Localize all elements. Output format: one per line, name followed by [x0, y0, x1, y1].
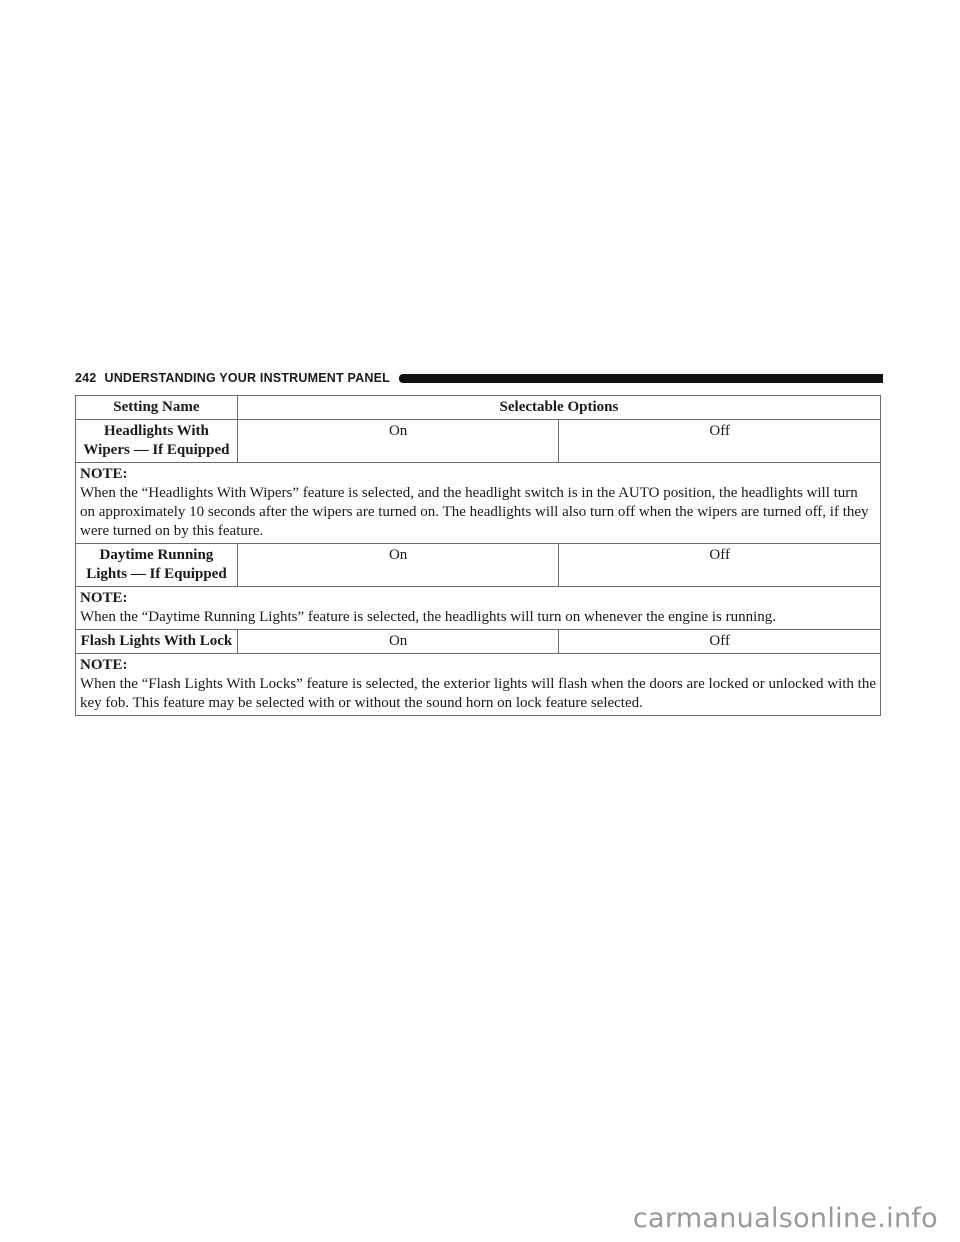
table-row [76, 544, 881, 587]
settings-table [75, 395, 881, 716]
section-title: UNDERSTANDING YOUR INSTRUMENT PANEL [104, 371, 390, 385]
column-header-selectable-options: Selectable Options [237, 396, 880, 420]
table-row [76, 420, 881, 463]
note-cell [76, 463, 881, 544]
note-label: NOTE: [80, 466, 128, 482]
note-row [76, 654, 881, 716]
page-header [75, 370, 883, 386]
option-off: Off [559, 544, 881, 587]
page-number: 242 [75, 371, 97, 385]
note-label: NOTE: [80, 657, 128, 673]
note-label: NOTE: [80, 590, 128, 606]
setting-name: Daytime Running Lights — If Equipped [76, 544, 238, 587]
table-row [76, 630, 881, 654]
option-on: On [237, 630, 559, 654]
setting-name: Headlights With Wipers — If Equipped [76, 420, 238, 463]
header-rule [399, 374, 883, 383]
note-text: When the “Daytime Running Lights” feature is selected, the headlights will turn on whenever the engine is running. [80, 609, 777, 625]
setting-name: Flash Lights With Lock [76, 630, 238, 654]
note-cell [76, 587, 881, 630]
option-on: On [237, 420, 559, 463]
table-header-row [76, 396, 881, 420]
note-text: When the “Headlights With Wipers” feature is selected, and the headlight switch is in the AUTO position, the headlights will turn on approximately 10 seconds after the wipers are turned on. The headlights will also turn off when the wipers are turned off, if they were turned on by this feature. [80, 485, 869, 539]
note-row [76, 587, 881, 630]
note-text: When the “Flash Lights With Locks” feature is selected, the exterior lights will flash when the doors are locked or unlocked with the key fob. This feature may be selected with or without the sound horn on lock feature selected. [80, 676, 876, 711]
watermark: carmanualsonline.info [632, 1203, 938, 1234]
note-cell [76, 654, 881, 716]
option-on: On [237, 544, 559, 587]
column-header-setting-name: Setting Name [76, 396, 238, 420]
option-off: Off [559, 630, 881, 654]
note-row [76, 463, 881, 544]
option-off: Off [559, 420, 881, 463]
